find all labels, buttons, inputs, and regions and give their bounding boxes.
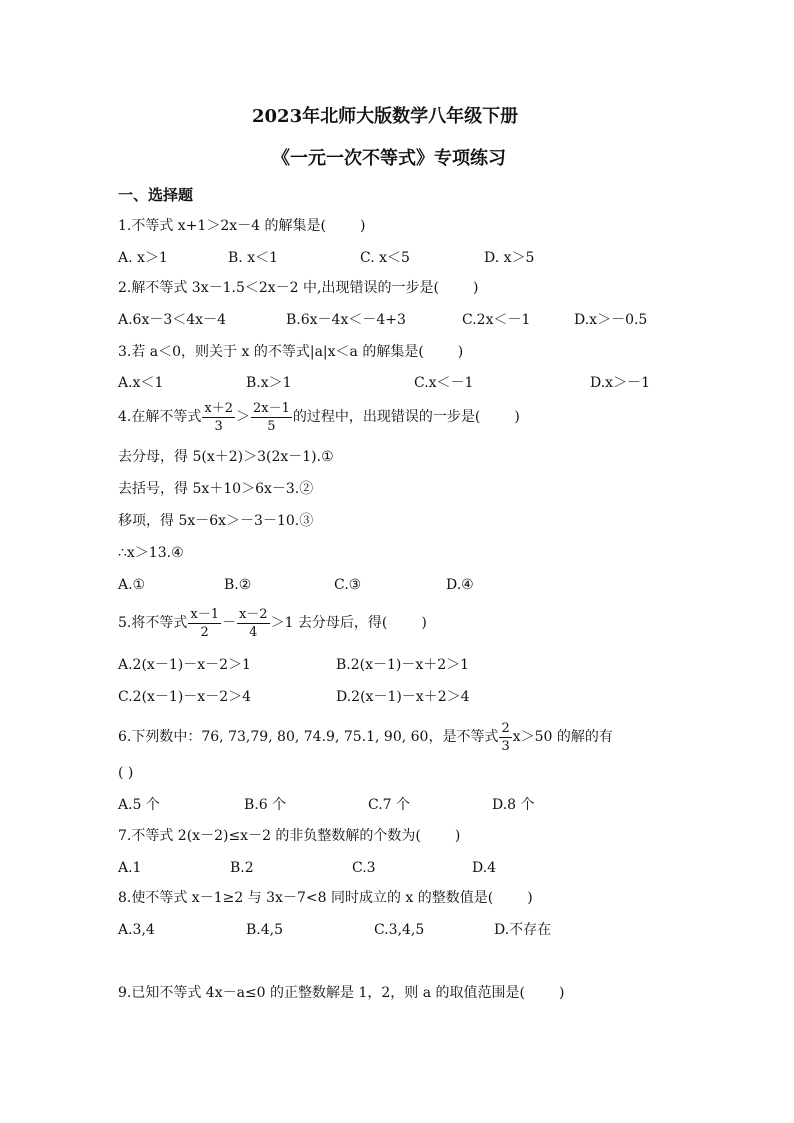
- q4-step-2: 去括号，得 5x＋10＞6x－3.②: [118, 481, 314, 497]
- question-5-post: ＞1 去分母后，得(: [270, 615, 388, 631]
- question-8-stem: 8.使不等式 x－1≥2 与 3x－7<8 同时成立的 x 的整数值是(: [118, 890, 494, 906]
- q7-option-d: D.4: [472, 860, 497, 876]
- question-7-stem: 7.不等式 2(x－2)≤x－2 的非负整数解的个数为(: [118, 828, 421, 844]
- q5-option-b: B.2(x－1)－x＋2＞1: [336, 657, 470, 673]
- question-2: [118, 279, 478, 297]
- q3-option-b: B.x＞1: [246, 375, 292, 391]
- q8-option-d: D.不存在: [494, 922, 552, 938]
- q4-option-a: A.①: [118, 577, 146, 593]
- section-heading: 一、选择题: [118, 186, 194, 204]
- q1-option-a: A. x＞1: [118, 250, 168, 266]
- question-2-close: ): [472, 280, 479, 296]
- question-6-paren: ( ): [118, 765, 134, 781]
- question-1: [118, 217, 365, 235]
- q7-option-c: C.3: [352, 860, 376, 876]
- q5-option-a: A.2(x－1)－x－2＞1: [118, 657, 251, 673]
- q4-step-1: 去分母，得 5(x＋2)＞3(2x－1).①: [118, 449, 334, 465]
- q4-option-c: C.③: [334, 577, 362, 593]
- q5-fraction-2-numerator: x－2: [238, 606, 268, 622]
- question-9-close: ): [559, 985, 565, 1001]
- question-9: [118, 984, 565, 1002]
- q1-option-d: D. x＞5: [484, 250, 535, 266]
- q5-fraction-1: [188, 606, 221, 641]
- question-6-post: x＞50 的解的有: [512, 729, 613, 745]
- question-3-stem: 3.若 a＜0，则关于 x 的不等式|a|x＜a 的解集是(: [118, 344, 424, 360]
- q8-option-c: C.3,4,5: [374, 922, 425, 938]
- q8-option-b: B.4,5: [246, 922, 284, 938]
- q4-fraction-2-numerator: 2x－1: [252, 400, 290, 416]
- q4-fraction-2-denominator: 5: [267, 418, 276, 434]
- question-1-stem: 1.不等式 x+1＞2x－4 的解集是(: [118, 218, 326, 234]
- question-8-close: ): [527, 890, 533, 906]
- question-5-close: ): [421, 615, 427, 631]
- q6-option-d: D.8 个: [492, 797, 535, 813]
- q5-option-d: D.2(x－1)－x＋2＞4: [336, 689, 470, 705]
- q5-fraction-2-denominator: 4: [249, 624, 258, 640]
- question-7-close: ): [454, 828, 461, 844]
- q6-fraction-numerator: 2: [501, 720, 510, 736]
- q3-option-d: D.x＞－1: [590, 375, 650, 391]
- q4-step-4: ∴x＞13.④: [118, 545, 184, 561]
- q8-option-a: A.3,4: [118, 922, 155, 938]
- q5-minus: －: [221, 615, 236, 631]
- question-6: [118, 718, 613, 756]
- question-5: [118, 604, 427, 642]
- q4-fraction-1-denominator: 3: [214, 418, 223, 434]
- question-8: [118, 889, 533, 907]
- question-5-pre: 5.将不等式: [118, 615, 188, 631]
- question-2-stem: 2.解不等式 3x－1.5＜2x－2 中,出现错误的一步是(: [118, 280, 439, 296]
- question-4-pre: 4.在解不等式: [118, 409, 202, 425]
- q2-option-c: C.2x＜－1: [462, 312, 531, 328]
- q2-option-b: B.6x－4x＜－4+3: [286, 312, 406, 328]
- question-3-close: ): [457, 344, 464, 360]
- q5-option-c: C.2(x－1)－x－2＞4: [118, 689, 252, 705]
- q1-option-c: C. x＜5: [360, 250, 410, 266]
- q6-fraction-denominator: 3: [501, 738, 510, 754]
- q7-option-b: B.2: [230, 860, 254, 876]
- q5-fraction-1-numerator: x－1: [190, 606, 219, 622]
- q1-option-b: B. x＜1: [228, 250, 278, 266]
- document-title: 2023年北师大版数学八年级下册: [252, 106, 519, 127]
- question-4-post: 的过程中，出现错误的一步是(: [292, 409, 481, 425]
- q3-option-a: A.x＜1: [118, 375, 164, 391]
- q6-option-c: C.7 个: [368, 797, 411, 813]
- q6-fraction: [499, 720, 511, 755]
- q2-option-d: D.x＞－0.5: [574, 312, 648, 328]
- question-3: [118, 343, 463, 361]
- q6-option-b: B.6 个: [244, 797, 287, 813]
- q7-option-a: A.1: [118, 860, 142, 876]
- q4-fraction-2: [251, 400, 292, 435]
- q5-fraction-1-denominator: 2: [200, 624, 209, 640]
- question-1-close: ): [359, 218, 366, 234]
- question-7: [118, 827, 460, 845]
- q5-fraction-2: [237, 606, 270, 641]
- q4-step-3: 移项，得 5x－6x＞－3－10.③: [118, 513, 314, 529]
- question-4-close: ): [514, 409, 520, 425]
- question-9-stem: 9.已知不等式 4x－a≤0 的正整数解是 1，2，则 a 的取值范围是(: [118, 985, 526, 1001]
- q2-option-a: A.6x－3＜4x－4: [118, 312, 226, 328]
- q4-option-b: B.②: [224, 577, 252, 593]
- question-6-pre: 6.下列数中：76, 73,79, 80, 74.9, 75.1, 90, 60，是不等式: [118, 729, 499, 745]
- q4-fraction-1: [202, 400, 235, 435]
- question-4: [118, 398, 520, 436]
- document-subtitle: 《一元一次不等式》专项练习: [272, 148, 506, 169]
- q4-option-d: D.④: [446, 577, 474, 593]
- q4-gt: ＞: [235, 409, 250, 425]
- q4-fraction-1-numerator: x＋2: [204, 400, 233, 416]
- q3-option-c: C.x＜－1: [414, 375, 474, 391]
- q6-option-a: A.5 个: [118, 797, 160, 813]
